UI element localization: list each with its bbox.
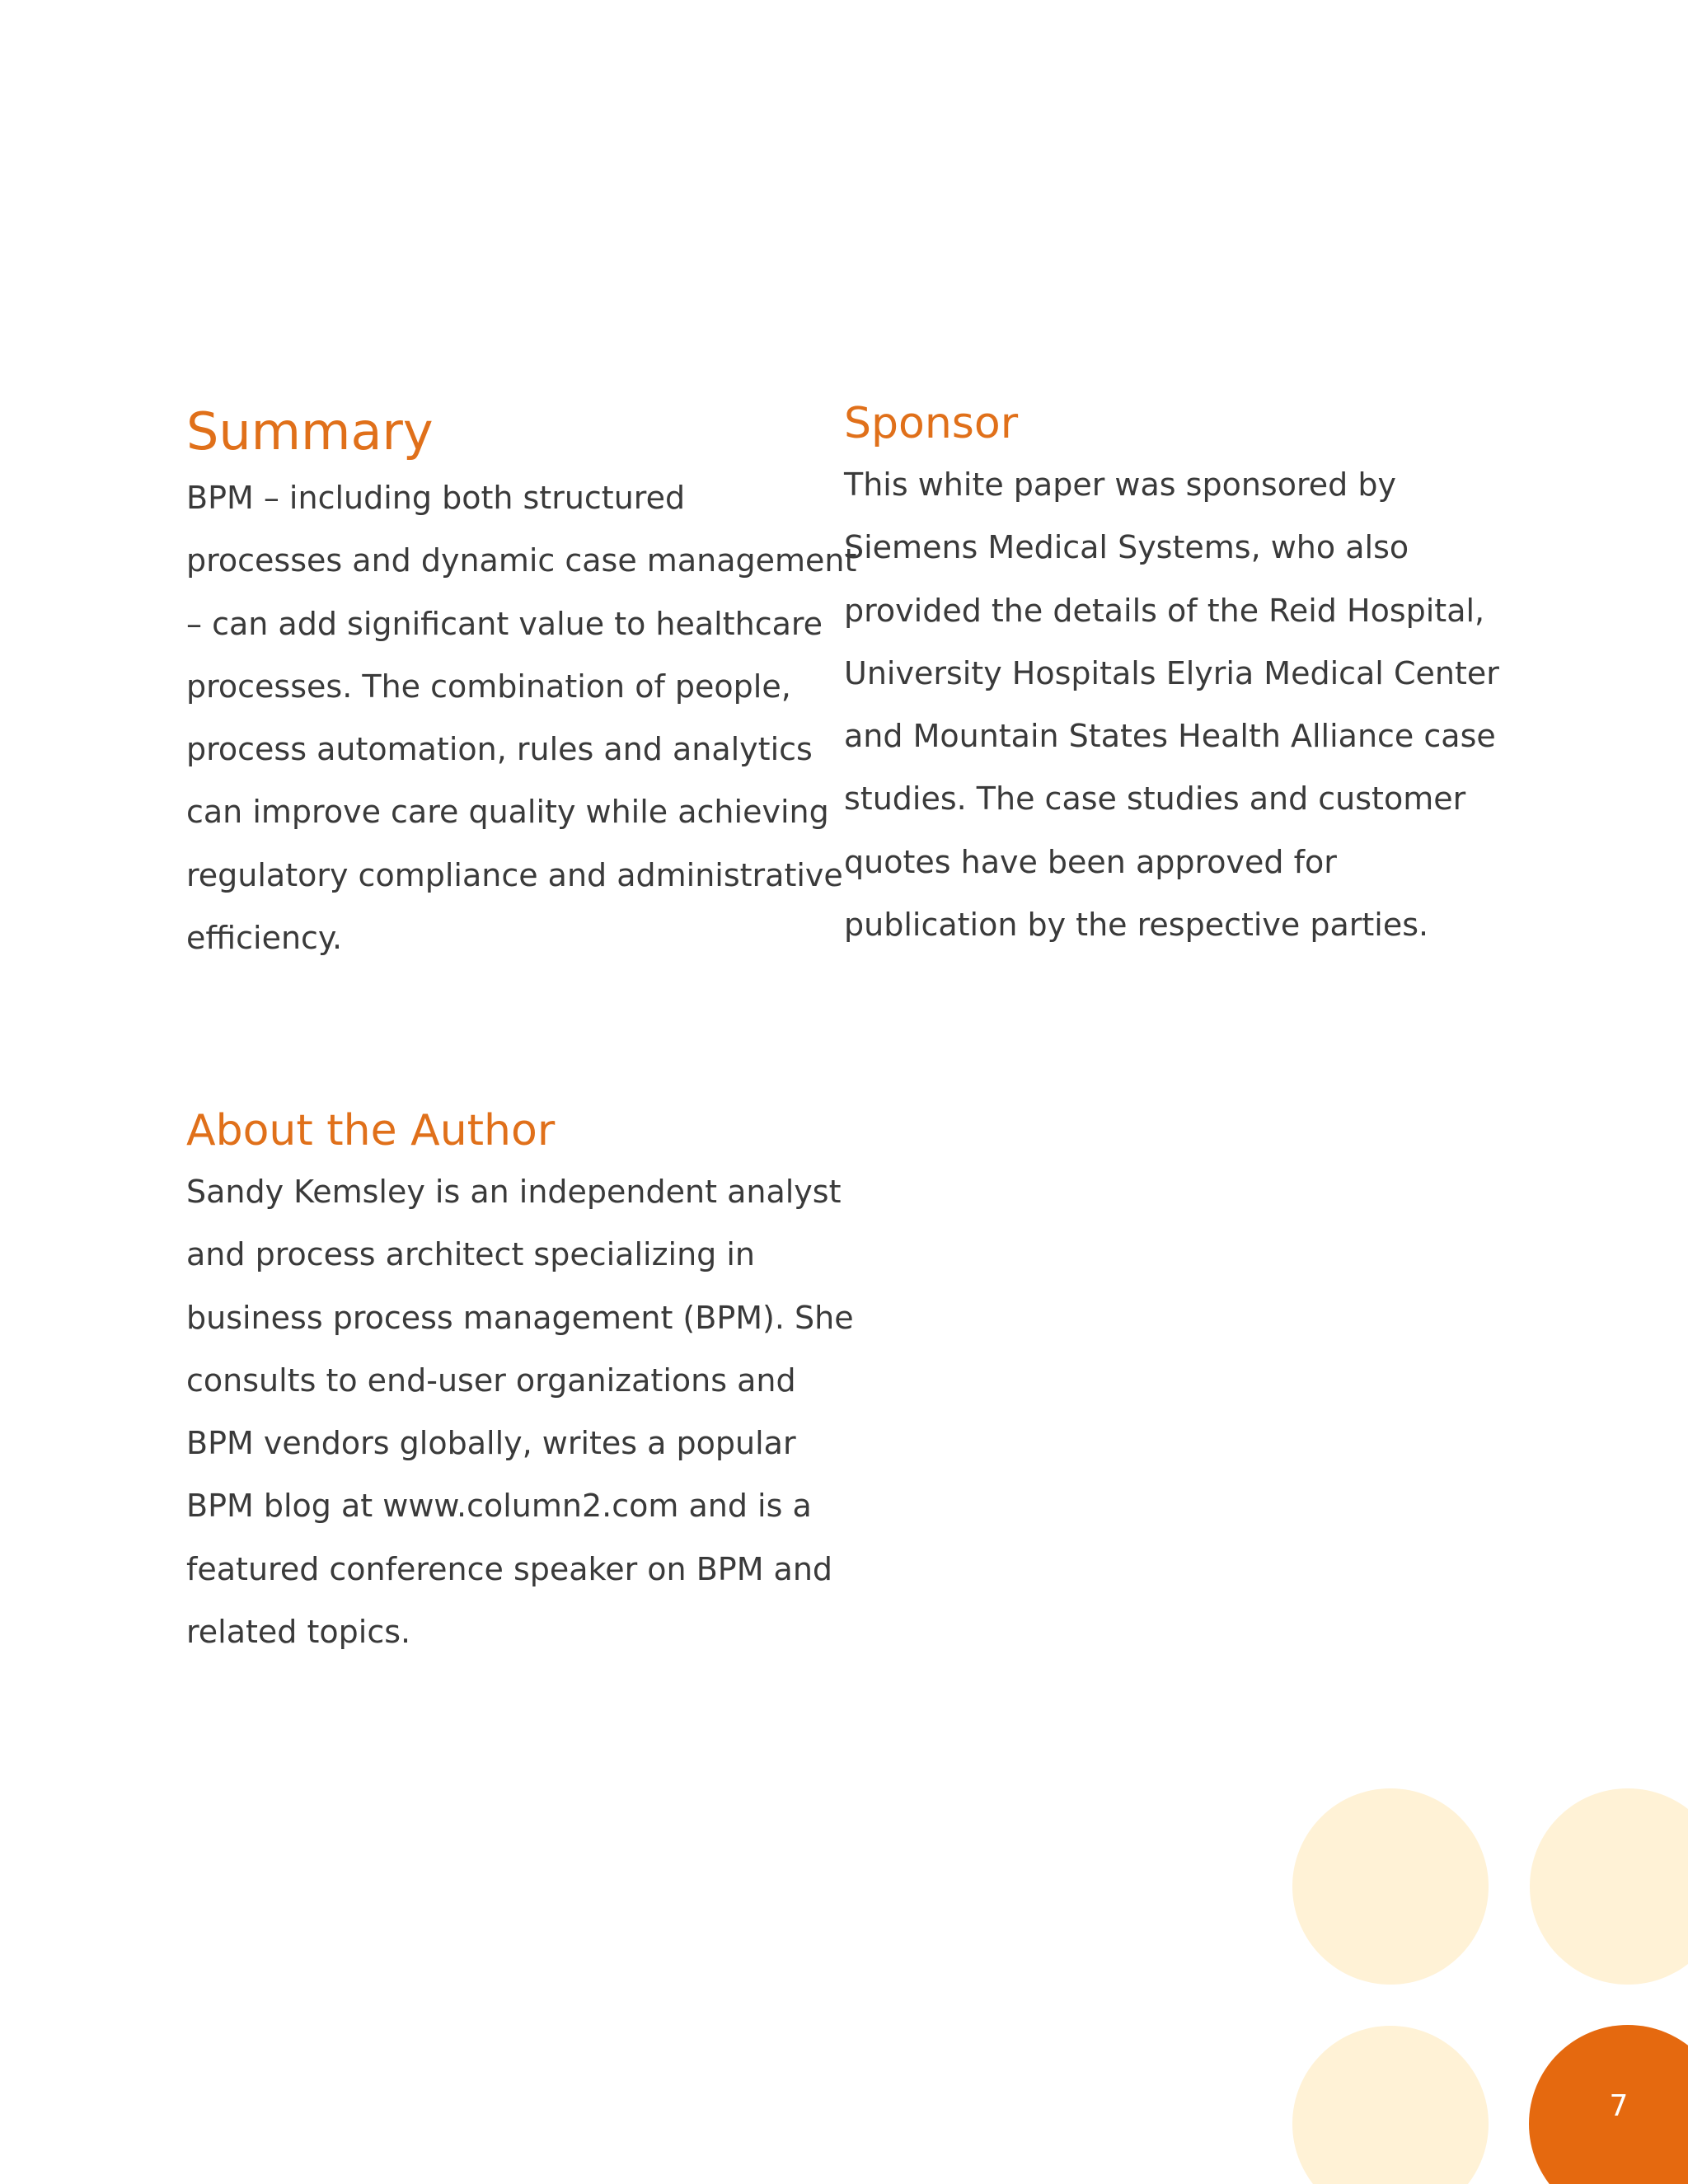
author-line: business process management (BPM). She — [186, 1299, 854, 1336]
sponsor-heading: Sponsor — [844, 399, 1019, 448]
sponsor-line: studies. The case studies and customer — [844, 780, 1466, 818]
summary-section — [186, 397, 857, 969]
sponsor-line: University Hospitals Elyria Medical Center — [844, 654, 1499, 691]
sponsor-line: quotes have been approved for — [844, 843, 1337, 880]
about-author-heading: About the Author — [186, 1106, 556, 1155]
about-author-body — [186, 1160, 854, 1663]
summary-line: efficiency. — [186, 920, 343, 957]
page-number: 7 — [1609, 2089, 1629, 2123]
sponsor-line: publication by the respective parties. — [844, 907, 1429, 944]
sponsor-body — [844, 453, 1503, 956]
decorative-circle — [1530, 1788, 1688, 1985]
author-line: BPM vendors globally, writes a popular — [186, 1425, 796, 1462]
sponsor-line: This white paper was sponsored by — [844, 466, 1396, 503]
sponsor-section — [844, 394, 1503, 956]
author-line: consults to end-user organizations and — [186, 1361, 796, 1399]
summary-line: process automation, rules and analytics — [186, 731, 813, 768]
summary-line: processes. The combination of people, — [186, 668, 791, 705]
summary-line: regulatory compliance and administrative — [186, 856, 843, 893]
summary-line: – can add significant value to healthcare — [186, 605, 823, 642]
about-author-section — [186, 1101, 854, 1663]
summary-heading: Summary — [186, 401, 434, 462]
summary-line: processes and dynamic case management — [186, 542, 857, 579]
sponsor-line: Siemens Medical Systems, who also — [844, 529, 1409, 566]
summary-body — [186, 466, 857, 969]
summary-line: can improve care quality while achieving — [186, 794, 829, 831]
sponsor-line: and Mountain States Health Alliance case — [844, 718, 1496, 755]
author-line: Sandy Kemsley is an independent analyst — [186, 1174, 842, 1210]
decorative-circle — [1292, 2026, 1489, 2184]
decorative-circle — [1292, 1788, 1489, 1985]
author-line: related topics. — [186, 1614, 411, 1651]
author-line: and process architect specializing in — [186, 1236, 756, 1273]
author-line: BPM blog at www.column2.com and is a — [186, 1488, 812, 1525]
sponsor-line: provided the details of the Reid Hospital, — [844, 592, 1485, 629]
summary-line: BPM – including both structured — [186, 480, 686, 516]
author-line: featured conference speaker on BPM and — [186, 1550, 833, 1587]
